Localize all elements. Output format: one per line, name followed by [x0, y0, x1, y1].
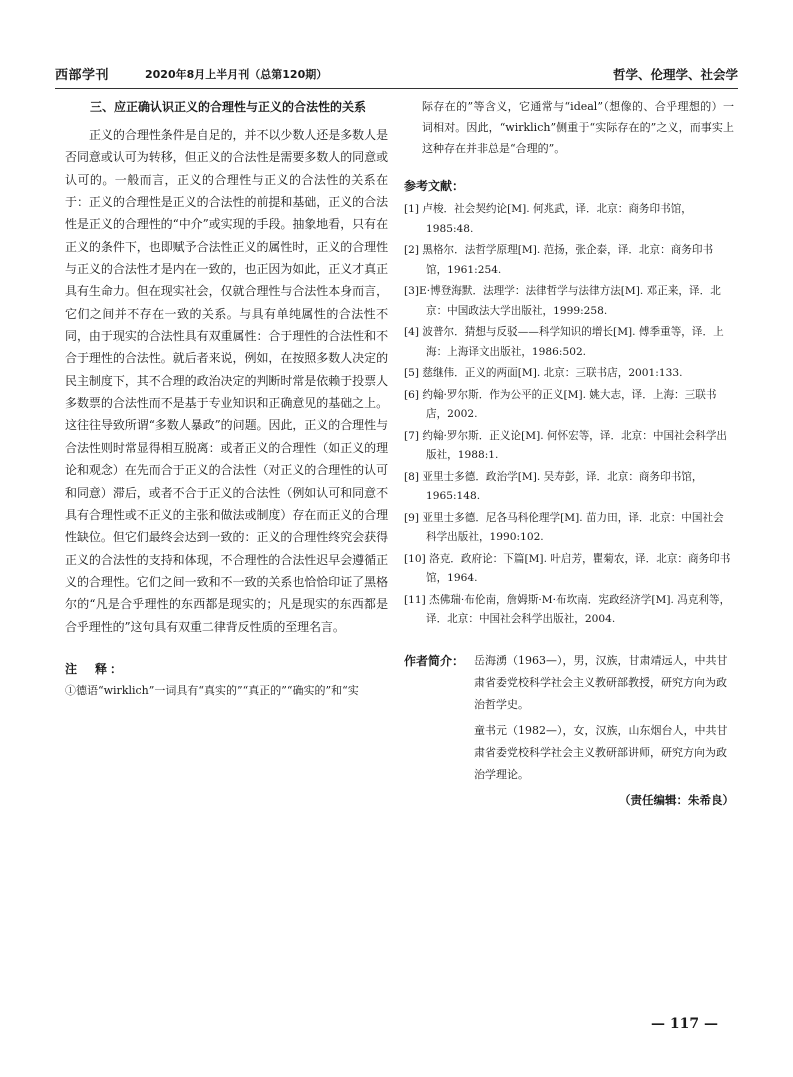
left-column	[65, 96, 388, 701]
issue-info: 2020年8月上半月刊（总第120期）	[145, 68, 328, 81]
reference-item: [11] 杰佛瑞·布伦南，詹姆斯·M·布坎南．宪政经济学[M]. 冯克利等，译．北京：中国社会科学出版社，2004.	[404, 593, 731, 625]
reference-item: [1] 卢梭．社会契约论[M]. 何兆武，译．北京：商务印书馆，1985:48.	[404, 203, 692, 235]
author-bio	[404, 650, 734, 786]
reference-item: [8] 亚里士多德．政治学[M]. 吴寿彭，译．北京：商务印书馆，1965:148.	[404, 470, 703, 502]
reference-item: [7] 约翰·罗尔斯．正义论[M]. 何怀宏等，译．北京：中国社会科学出版社，1988:1.	[404, 429, 728, 461]
running-header	[55, 58, 738, 86]
reference-item: [4] 波普尔．猜想与反驳——科学知识的增长[M]. 傅季重等，译．上海：上海译文出版社，1986:502.	[404, 326, 724, 358]
page-number: — 117 —	[651, 1016, 718, 1032]
section-heading: 三、应正确认识正义的合理性与正义的合法性的关系	[90, 100, 367, 114]
reference-list	[404, 200, 734, 630]
responsible-editor: （责任编辑：朱希良）	[619, 792, 734, 807]
reference-item: [3]E·博登海默．法理学：法律哲学与法律方法[M]. 邓正来，译．北京：中国政法大学出版社，1999:258.	[404, 285, 721, 317]
author-heading: 作者简介：	[404, 653, 465, 668]
reference-item: [2] 黑格尔．法哲学原理[M]. 范扬，张企泰，译．北京：商务印书馆，1961:254.	[404, 244, 714, 276]
reference-item: [5] 慈继伟．正义的两面[M]. 北京：三联书店，2001:133.	[404, 367, 683, 379]
references-heading: 参考文献：	[404, 179, 465, 193]
body-paragraph: 正义的合理性条件是自足的，并不以少数人还是多数人是否同意或认可为转移，但正义的合法性是需要多数人的同意或认可的。一般而言，正义的合理性与正义的合法性的关系在于：正义的合理性是正义的合法性的前提和基础，正义的合法性是正义的合理性的“中介”或实现的手段。抽象地看，只有在正义的条件下，也即赋予合法性正义的属性时，正义的合理性与正义的合法性才是内在一致的，也正因为如此，正义才真正具有生命力。但在现实社会，仅就合理性与合法性本身而言，它们之间并不存在一致的关系。与具有单纯属性的合法性不同，由于现实的合法性具有双重属性：合于理性的合法性和不合于理性的合法性。就后者来说，例如，在按照多数人决定的民主制度下，其不合理的政治决定的判断时常是依赖于投票人多数票的合法性而不是基于专业知识和正确意见的基础之上。这往往导致所谓“多数人暴政”的问题。因此，正义的合理性与合法性则时常显得相互脱离：或者正义的合理性（如正义的理论和观念）在先而合于正义的合法性（对正义的合理性的认可和同意）滞后，或者不合于正义的合法性（例如认可和同意不具有合理性或不正义的主张和做法或制度）存在而正义的合理性缺位。但它们最终会达到一致的：正义的合理性终究会获得正义的合法性的支持和体现，不合理性的合法性迟早会遵循正义的合理性。它们之间一致和不一致的关系也恰恰印证了黑格尔的“凡是合乎理性的东西都是现实的；凡是现实的东西都是合乎理性的”这句具有双重二律背反性质的至理名言。	[65, 128, 388, 634]
right-column	[404, 96, 734, 808]
header-rule	[55, 88, 738, 89]
journal-name: 西部学刊	[55, 68, 110, 83]
reference-item: [9] 亚里士多德．尼各马科伦理学[M]. 苗力田，译．北京：中国社会科学出版社，1990:102.	[404, 511, 724, 543]
note-1: ①德语“wirklich”一词具有“真实的”“真正的”“确实的”和“实	[65, 683, 359, 697]
section-name: 哲学、伦理学、社会学	[612, 67, 738, 82]
notes-heading: 注 释：	[65, 661, 126, 676]
reference-item: [6] 约翰·罗尔斯．作为公平的正义[M]. 姚大志，译．上海：三联书店，2002.	[404, 388, 717, 420]
reference-item: [10] 洛克．政府论：下篇[M]. 叶启芳，瞿菊农，译．北京：商务印书馆，1964.	[404, 552, 731, 584]
note-1-continued: 际存在的”等含义，它通常与“ideal”（想像的、合乎理想的）一词相对。因此，“wirklich”侧重于“实际存在的”之义，而事实上这种存在并非总是“合理的”。	[422, 100, 734, 155]
author-2: 童书元（1982—），女，汉族，山东烟台人，中共甘肃省委党校科学社会主义教研部讲师，研究方向为政治学理论。	[474, 723, 728, 781]
author-1: 岳海湧（1963—），男，汉族，甘肃靖远人，中共甘肃省委党校科学社会主义教研部教授，研究方向为政治哲学史。	[474, 653, 728, 711]
